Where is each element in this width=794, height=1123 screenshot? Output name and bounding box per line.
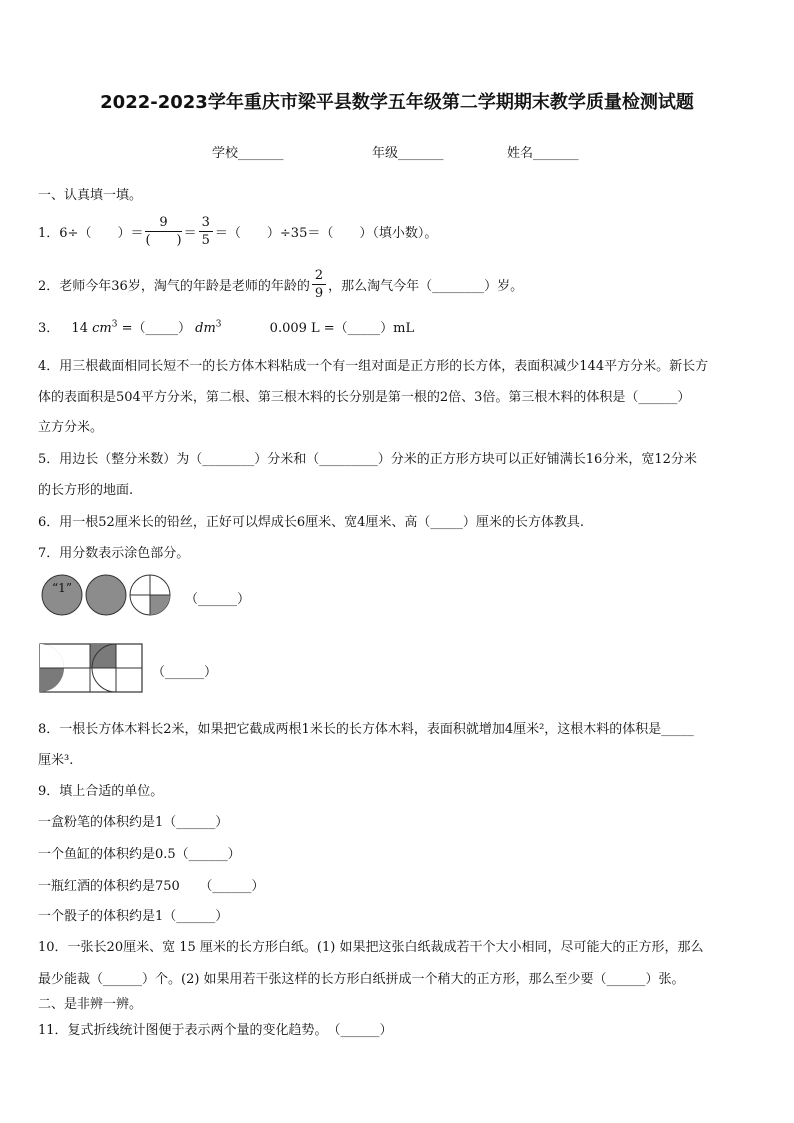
question-8-line-1: 8．一根长方体木料长2米，如果把它截成两根1米长的长方体木料，表面积就增加4厘米²，这根木料的体积是_____ <box>38 722 694 737</box>
question-3 <box>38 317 414 336</box>
section-heading-2: 二、是非辨一辨。 <box>38 997 143 1012</box>
section-heading-1: 一、认真填一填。 <box>38 188 143 203</box>
question-11: 11．复式折线统计图便于表示两个量的变化趋势。 （______） <box>38 1023 393 1038</box>
question-7: 7．用分数表示涂色部分。 <box>38 546 190 561</box>
q2-part-a: 2．老师今年36岁，淘气的年龄是老师的年龄的 <box>38 278 310 294</box>
q1-fraction-2 <box>199 216 213 247</box>
q2-numerator: 2 <box>312 269 326 285</box>
q9-item-1: 一盒粉笔的体积约是1（______） <box>38 815 229 830</box>
circle-whole-2 <box>86 575 126 615</box>
q3-unit-dm: dm <box>195 321 216 336</box>
school-field: 学校_______ <box>212 146 284 161</box>
q1-f2-numerator: 3 <box>199 216 213 232</box>
q7-circles-figure <box>38 570 178 620</box>
circle-unit-label: “1” <box>52 581 72 595</box>
q1-number: 1． <box>38 225 60 241</box>
question-5-line-1: 5．用边长（整分米数）为（________）分米和（_________）分米的正方形方块可以正好铺满长16分米，宽12分米 <box>38 452 697 467</box>
grade-field: 年级_______ <box>372 146 444 161</box>
question-2 <box>38 266 523 302</box>
question-1 <box>38 210 437 252</box>
question-4-line-1: 4．用三根截面相同长短不一的长方体木料粘成一个有一组对面是正方形的长方体，表面积减少144平方分米。新长方 <box>38 359 709 374</box>
q7-answer-1: （______） <box>185 592 251 607</box>
q1-part-b: ＝（ ）÷35＝（ ）（填小数）。 <box>214 225 438 241</box>
q1-equals: ＝ <box>183 225 197 241</box>
q1-part-a: 6÷（ ）＝ <box>59 225 144 241</box>
q3-unit-cm: cm <box>92 321 112 336</box>
q1-f2-denominator: 5 <box>201 232 210 248</box>
question-10-line-1: 10．一张长20厘米、宽 15 厘米的长方形白纸。(1) 如果把这张白纸裁成若干个大小相同，尽可能大的正方形，那么 <box>38 940 704 955</box>
q9-item-2: 一个鱼缸的体积约是0.5（______） <box>38 847 241 862</box>
q2-part-b: ，那么淘气今年（________）岁。 <box>328 278 524 294</box>
q1-f1-numerator: 9 <box>145 216 181 232</box>
q3-exp-2: 3 <box>215 319 222 330</box>
q3-number: 3． <box>38 321 60 336</box>
question-4-line-2: 体的表面积是504平方分米，第二根、第三根木料的长分别是第一根的2倍、3倍。第三根木料的体积是（______） <box>38 390 691 405</box>
q3-part-b: =（_____） <box>121 321 191 336</box>
q1-fraction-1 <box>145 216 181 247</box>
page-title: 2022-2023学年重庆市梁平县数学五年级第二学期期末教学质量检测试题 <box>100 92 694 113</box>
circle-shaded-quarter <box>150 595 170 615</box>
question-5-line-2: 的长方形的地面. <box>38 483 134 498</box>
question-6: 6．用一根52厘米长的铅丝，正好可以焊成长6厘米、宽4厘米、高（_____）厘米的长方体教具. <box>38 515 584 530</box>
q7-rectangle-figure <box>38 642 148 694</box>
question-9: 9．填上合适的单位。 <box>38 784 164 799</box>
q2-denominator: 9 <box>314 285 324 301</box>
q9-item-3: 一瓶红酒的体积约是750 （______） <box>38 879 265 894</box>
question-8-line-2: 厘米³. <box>38 753 74 768</box>
q3-part-c: 0.009 L =（_____）mL <box>269 321 415 336</box>
q3-value: 14 <box>71 321 88 336</box>
q1-f1-denominator: ( ) <box>145 232 182 248</box>
name-field: 姓名_______ <box>507 146 579 161</box>
q3-exp-1: 3 <box>111 319 118 330</box>
q2-fraction <box>312 269 326 300</box>
q9-item-4: 一个骰子的体积约是1（______） <box>38 909 229 924</box>
q7-answer-2: （______） <box>152 665 218 680</box>
question-4-line-3: 立方分米。 <box>38 420 104 435</box>
question-10-line-2: 最少能裁（______）个。(2) 如果用若干张这样的长方形白纸拼成一个稍大的正方形，那么至少要（______）张。 <box>38 972 685 987</box>
